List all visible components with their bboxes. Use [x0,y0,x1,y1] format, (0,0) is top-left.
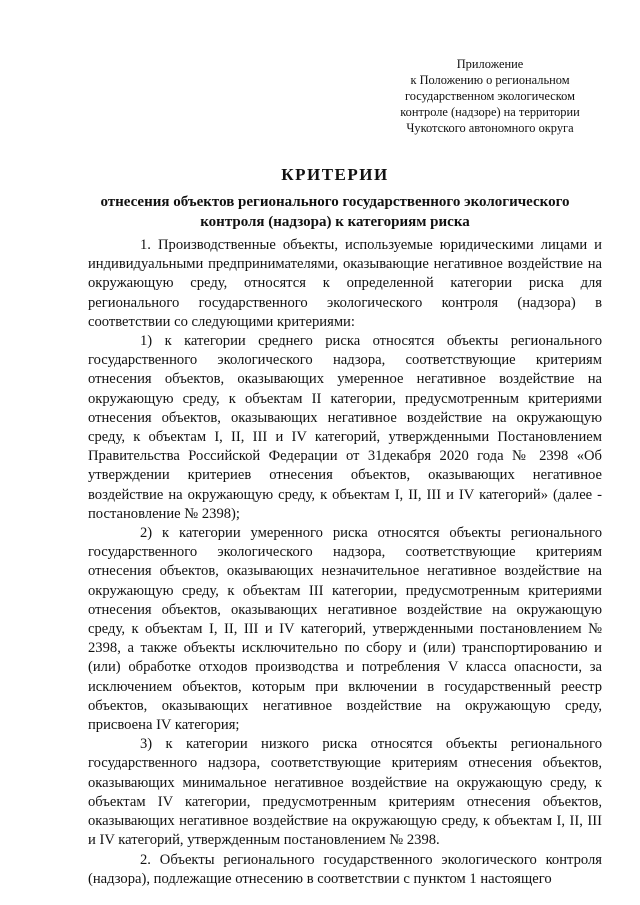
document-title: КРИТЕРИИ [281,165,389,184]
appendix-note [381,56,599,136]
paragraph-1-item-3: 3) к категории низкого риска относятся объекты регионального государственного надзора, соответствующие критериям отнесения объектов, оказывающих минимальное негативное воздействие на окружающую среду, к объектам IV категории, предусмотренным критериям отнесения объектов, оказывающих негативное воздействие на окружающую среду, к объектам I, II, III и IV категорий, утвержденным постановлением № 2398. [88,736,602,849]
paragraph-2: 2. Объекты регионального государственного экологического контроля (надзора), подлежащие отнесению в соответствии с пунктом 1 настоящего [88,851,602,887]
paragraph-1: 1. Производственные объекты, используемые юридическими лицами и индивидуальными предпринимателями, оказывающие негативное воздействие на окружающую среду, относятся к определенной категории риска для регионального государственного экологического контроля (надзора) в соответствии со следующими критериями: [88,237,602,330]
appendix-line: государственном экологическом [405,89,575,103]
document-body [88,236,602,889]
appendix-line: контроле (надзоре) на территории [400,105,580,119]
subtitle-line: контроля (надзора) к категориям риска [200,214,470,230]
paragraph-1-item-1: 1) к категории среднего риска относятся объекты регионального государственного экологического надзора, соответствующие критериям отнесения объектов, оказывающих умеренное негативное воздействие на окружающую среду, к объектам II категории, предусмотренным критериями отнесения объектов, оказывающих негативное воздействие на окружающую среду, к объектам I, II, III и IV категорий, утвержденными Постановлением Правительства Российской Федерации от 31декабря 2020 года № 2398 «Об утверждении критериев отнесения объектов, оказывающих негативное воздействие на окружающую среду, к объектам I, II, III и IV категорий» (далее - постановление № 2398); [88,333,602,522]
appendix-line: Чукотского автономного округа [406,121,574,135]
document-subtitle [70,192,600,232]
paragraph-1-item-2: 2) к категории умеренного риска относятся объекты регионального государственного экологического надзора, соответствующие критериям отнесения объектов, оказывающих незначительное негативное воздействие на окружающую среду, к объектам III категории, предусмотренным критериями отнесения объектов, оказывающих негативное воздействие на окружающую среду, к объектам I, II, III и IV категорий, утвержденными постановлением № 2398, а также объекты исключительно по сбору и (или) транспортированию и (или) обработке отходов производства и потребления V класса опасности, за исключением объектов, которым при включении в государственный реестр объектов, оказывающих негативное воздействие на окружающую среду, присвоена IV категория; [88,525,602,734]
appendix-line: к Положению о региональном [410,73,570,87]
subtitle-line: отнесения объектов регионального государственного экологического [100,194,570,210]
document-heading [70,164,600,232]
appendix-line: Приложение [456,57,524,71]
